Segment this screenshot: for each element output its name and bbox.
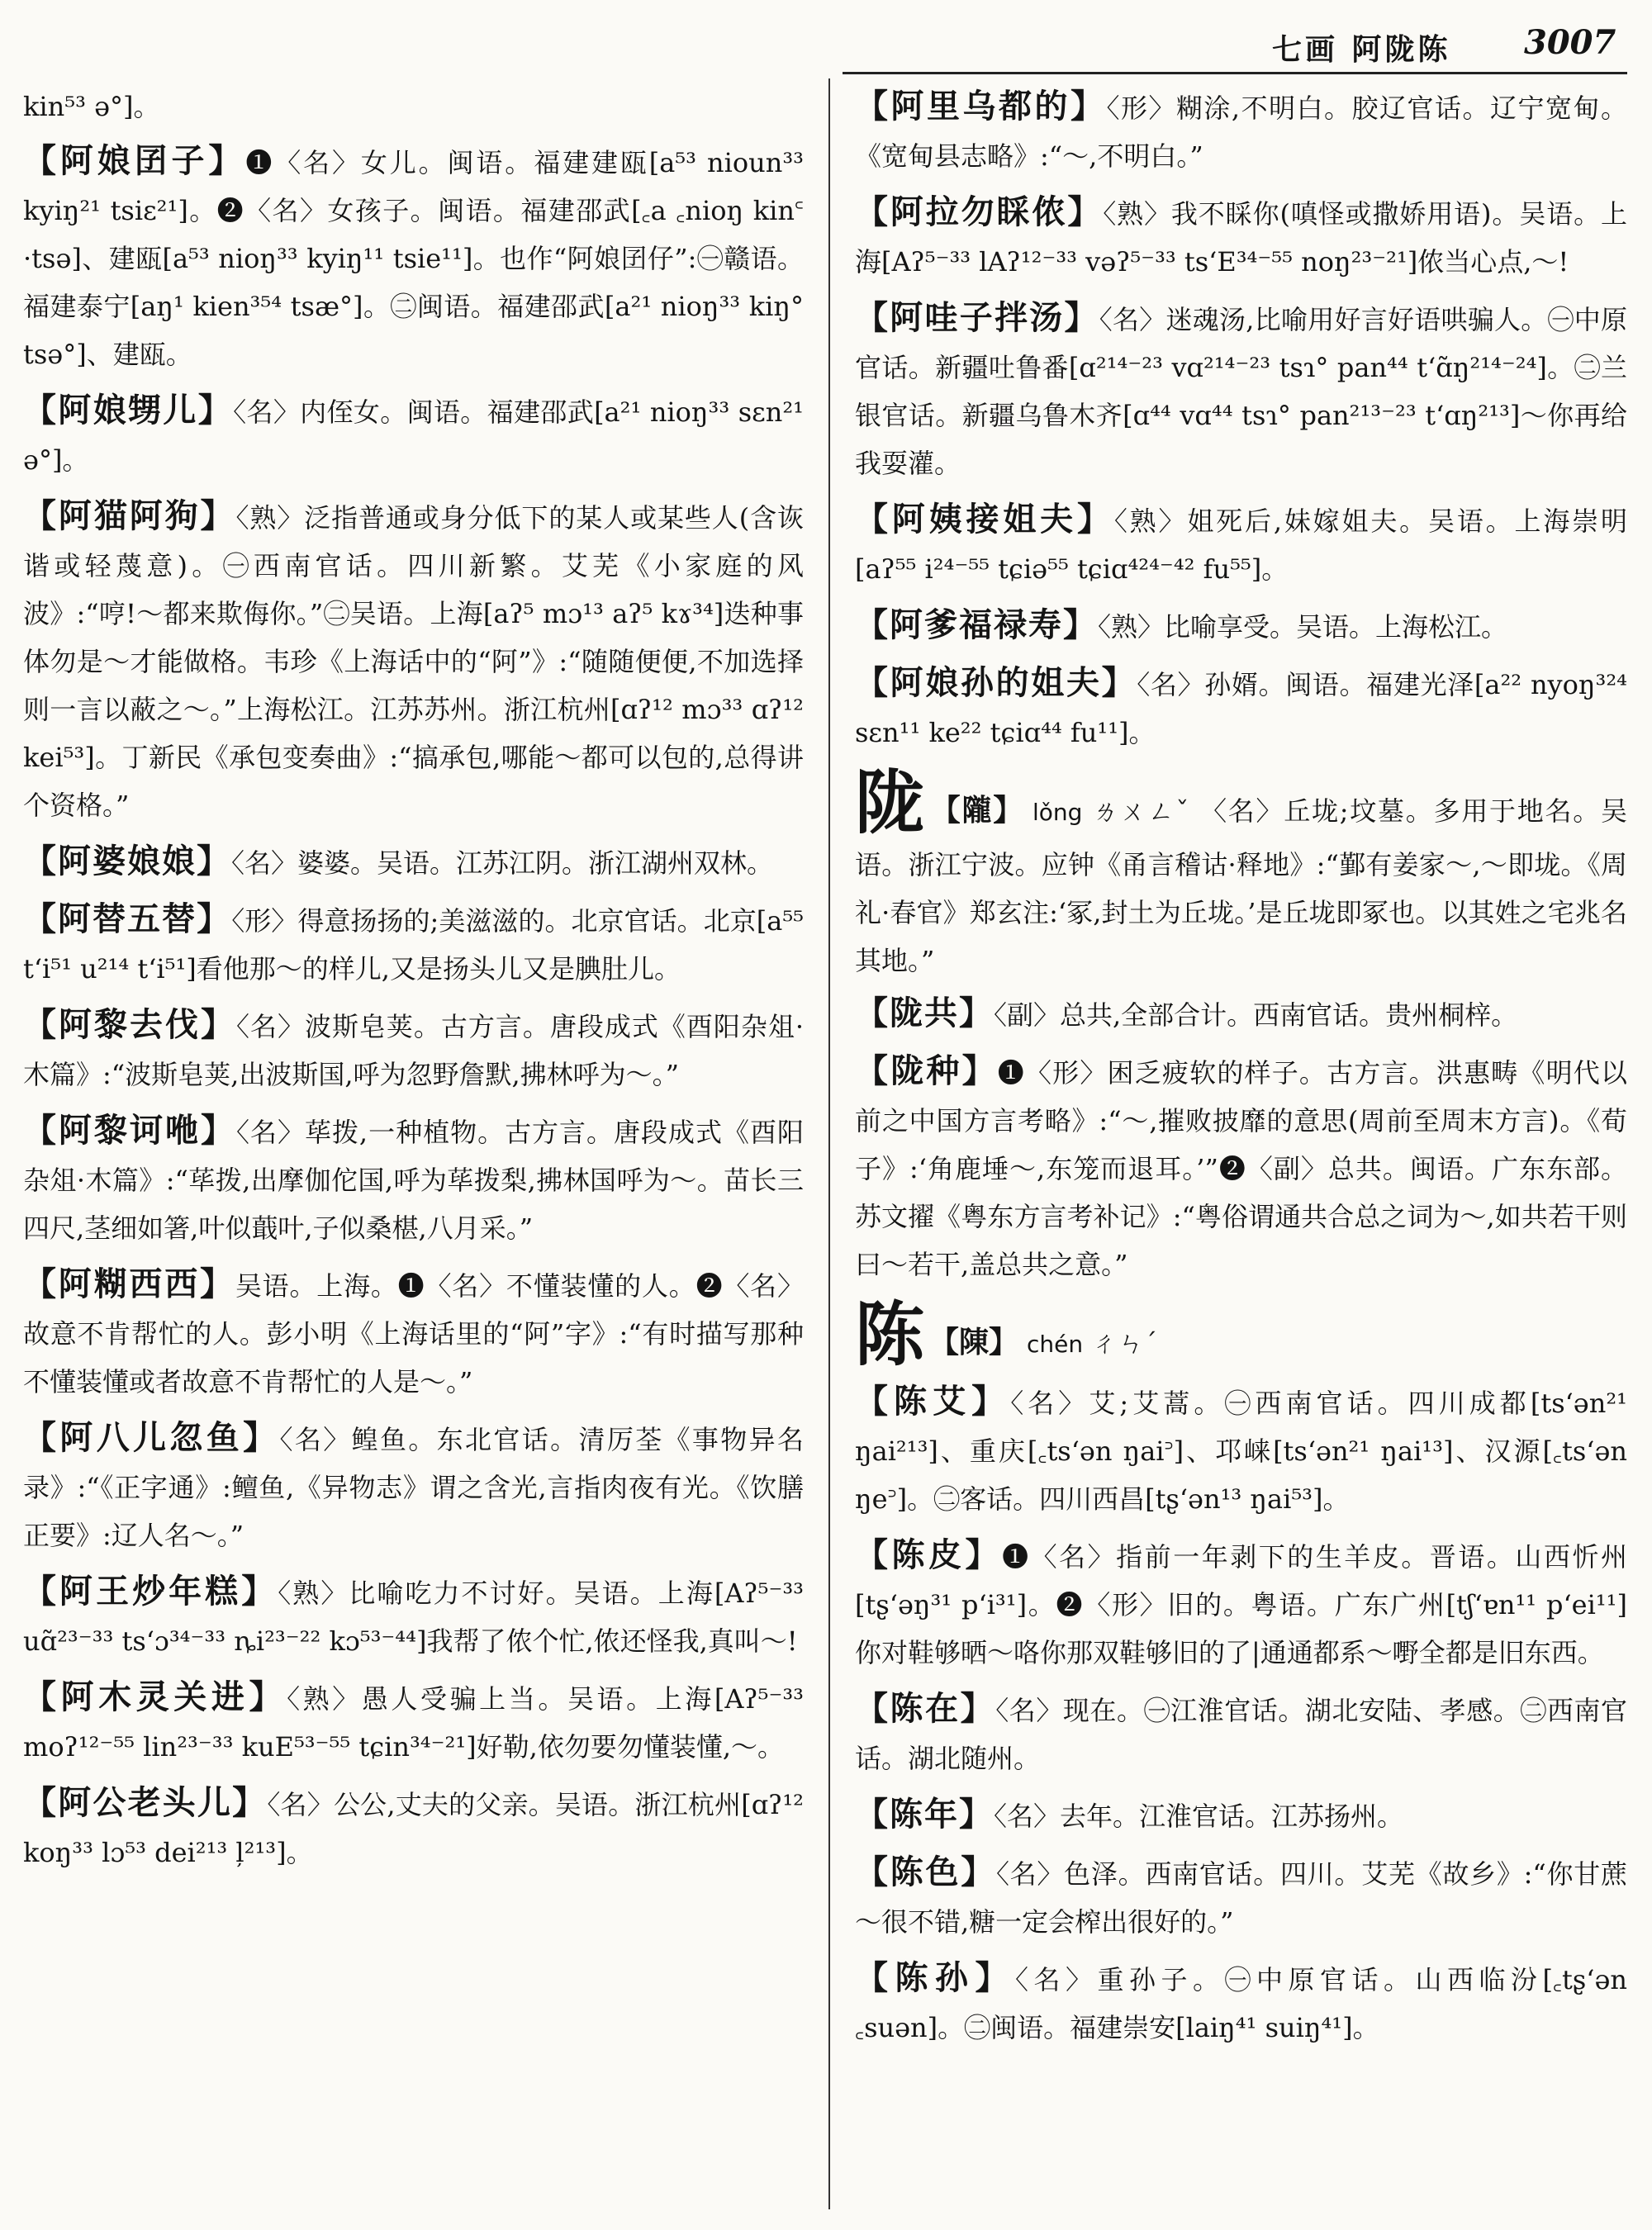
entry-definition: 〈熟〉我不睬你(嗔怪或撒娇用语)。吴语。上海[Aʔ⁵⁻³³ lAʔ¹²⁻³³ vəʔ⁵⁻³³ ts‘E³⁴⁻⁵⁵ noŋ²³⁻²¹]侬当心点,～! (855, 198, 1627, 278)
column-divider (828, 78, 830, 2209)
entry-definition: ❶〈形〉困乏疲软的样子。古方言。洪惠畴《明代以前之中国方言考略》:“～,摧败披靡的意思(周前至周末方言)。《荀子》:‘角鹿埵～,东笼而退耳。’”❷〈副〉总共。闽语。广东东部。苏文擢《粤东方言考补记》:“粤俗谓通共合总之词为～,如共若干则曰～若干,盖总共之意。” (855, 1057, 1628, 1280)
entry-definition: 〈名〉孙婿。闽语。福建光泽[a²² nyoŋ³²⁴ sɛn¹¹ ke²² tɕiɑ⁴⁴ fu¹¹]。 (855, 669, 1627, 748)
entry-definition: 〈形〉得意扬扬的;美滋滋的。北京官话。北京[a⁵⁵ t‘i⁵¹ u²¹⁴ t‘i⁵¹]看他那～的样儿,又是扬头儿又是腆肚儿。 (23, 905, 804, 985)
dictionary-entry (855, 989, 1627, 1039)
entry-definition: 〈名〉婆婆。吴语。江苏江阴。浙江湖州双林。 (231, 847, 774, 879)
character-entry (855, 1293, 1627, 1375)
entry-headword: 【陇种】 (855, 1051, 998, 1090)
dictionary-entry (855, 1047, 1627, 1288)
dictionary-entry (855, 1378, 1627, 1523)
entry-definition: 〈熟〉愚人受骗上当。吴语。上海[Aʔ⁵⁻³³ moʔ¹²⁻⁵⁵ lin²³⁻³³ kuE⁵³⁻⁵⁵ tɕin³⁴⁻²¹]好勒,依勿要勿懂装懂,～。 (23, 1683, 804, 1763)
entry-definition: 〈名〉公公,丈夫的父亲。吴语。浙江杭州[ɑʔ¹² koŋ³³ lɔ⁵³ dei²¹³ ļ²¹³]。 (23, 1789, 804, 1868)
dictionary-entry (23, 837, 804, 887)
dictionary-entry (23, 83, 804, 130)
entry-headword: 【陈孙】 (855, 1958, 1015, 1997)
entry-definition: 〈名〉荜拨,一种植物。古方言。唐段成式《酉阳杂俎·木篇》:“荜拨,出摩伽佗国,呼为荜拨梨,拂林国呼为～。苗长三四尺,茎细如箸,叶似蕺叶,子似桑椹,八月采。” (23, 1117, 804, 1244)
entry-definition: 〈名〉迷魂汤,比喻用好言好语哄骗人。㊀中原官话。新疆吐鲁番[ɑ²¹⁴⁻²³ vɑ²¹⁴⁻²³ tsɿ° pan⁴⁴ t‘ɑ̃ŋ²¹⁴⁻²⁴]。㊁兰银官话。新疆乌鲁木齐[ɑ⁴⁴ vɑ⁴⁴ tsɿ° pan²¹³⁻²³ t‘ɑŋ²¹³]～你再给我耍灌。 (855, 304, 1628, 479)
entry-definition: 〈名〉现在。㊀江淮官话。湖北安陆、孝感。㊁西南官话。湖北随州。 (855, 1695, 1628, 1774)
dictionary-entry (855, 659, 1627, 757)
entry-definition: 〈熟〉姐死后,妹嫁姐夫。吴语。上海崇明[aʔ⁵⁵ i²⁴⁻⁵⁵ tɕiə⁵⁵ tɕiɑ⁴²⁴⁻⁴² fu⁵⁵]。 (855, 505, 1627, 585)
entry-headword: 【阿黎诃咃】 (23, 1111, 236, 1150)
dictionary-entry (855, 188, 1627, 286)
entry-headword: 【阿拉勿睬侬】 (855, 192, 1104, 231)
entry-headword: 【陈年】 (855, 1795, 994, 1834)
entry-definition: 〈熟〉比喻享受。吴语。上海松江。 (1098, 611, 1508, 643)
entry-headword: 【阿娘甥儿】 (23, 391, 234, 429)
entry-definition: 〈名〉内侄女。闽语。福建邵武[a²¹ nioŋ³³ sɛn²¹ ə°]。 (23, 396, 804, 476)
traditional-form: 【隴】 (930, 793, 1024, 828)
zhuyin: ㄌㄨㄥˇ (1090, 795, 1191, 827)
dictionary-entry (23, 1260, 804, 1406)
entry-headword: 【陇共】 (855, 994, 994, 1032)
dictionary-entry (23, 1107, 804, 1252)
entry-headword: 【阿爹福禄寿】 (855, 605, 1098, 644)
entry-definition: ❶〈名〉女儿。闽语。福建建瓯[a⁵³ nioun³³ kyiŋ²¹ tsiɛ²¹]。❷〈名〉女孩子。闽语。福建邵武[꜀a ꜀nioŋ kin꜂ ·tsə]、建瓯[a⁵³ nioŋ³³ kyiŋ¹¹ tsie¹¹]。也作“阿娘囝仔”:㊀赣语。福建泰宁[aŋ¹ kien³⁵⁴ tsæ°]。㊁闽语。福建邵武[a²¹ nioŋ³³ kiŋ° tsə°]、建瓯。 (23, 147, 804, 370)
page-header (843, 15, 1627, 74)
head-character: 陇 (855, 762, 926, 843)
dictionary-entry (23, 1673, 804, 1771)
dictionary-entry (855, 83, 1627, 180)
entry-definition: 〈名〉艾;艾蒿。㊀西南官话。四川成都[ts‘ən²¹ ŋai²¹³]、重庆[꜀ts‘ən ŋai꜄]、邛崃[ts‘ən²¹ ŋai¹³]、汉源[꜀ts‘ən ŋe꜄]。㊁客话。四川西昌[tʂ‘ən¹³ ŋai⁵³]。 (855, 1388, 1627, 1515)
dictionary-entry (855, 1848, 1627, 1946)
dictionary-entry (855, 496, 1627, 593)
pinyin: chén (1027, 1331, 1084, 1358)
entry-headword: 【阿娘孙的姐夫】 (855, 663, 1137, 702)
entry-definition: 〈名〉重孙子。㊀中原官话。山西临汾[꜀tʂ‘ən ꜀suən]。㊁闽语。福建崇安[laiŋ⁴¹ suiŋ⁴¹]。 (855, 1964, 1628, 2043)
entry-headword: 【陈艾】 (855, 1382, 1011, 1421)
character-entry (855, 762, 1627, 985)
entry-headword: 【陈色】 (855, 1853, 996, 1891)
dictionary-entry (23, 1001, 804, 1098)
entry-definition: 〈名〉去年。江淮官话。江苏扬州。 (994, 1801, 1404, 1832)
dictionary-entry (23, 1779, 804, 1877)
entry-headword: 【阿猫阿狗】 (23, 496, 236, 535)
entry-headword: 【陈皮】 (855, 1535, 1003, 1574)
dictionary-entry (23, 137, 804, 378)
entry-headword: 【阿姨接姐夫】 (855, 500, 1114, 539)
entry-definition: 〈名〉色泽。西南官话。四川。艾芜《故乡》:“你甘蔗～很不错,糖一定会榨出很好的。” (855, 1858, 1627, 1938)
entry-definition: 〈熟〉比喻吃力不讨好。吴语。上海[Aʔ⁵⁻³³ uɑ̃²³⁻³³ ts‘ɔ³⁴⁻³³ ȵi²³⁻²² kɔ⁵³⁻⁴⁴]我帮了侬个忙,侬还怪我,真叫～! (23, 1578, 804, 1657)
dictionary-entry (855, 294, 1627, 487)
entry-definition: 〈名〉丘垅;坟墓。多用于地名。吴语。浙江宁波。应钟《甬言稽诂·释地》:“鄞有姜家～,～即垅。《周礼·春官》郑玄注:‘冢,封土为丘垅。’是丘垅即冢也。以其姓之宅兆名其地。” (855, 795, 1627, 976)
entry-headword: 【阿木灵关进】 (23, 1677, 287, 1716)
entry-definition: 〈副〉总共,全部合计。西南官话。贵州桐梓。 (994, 999, 1518, 1031)
entry-headword: 【阿糊西西】 (23, 1264, 235, 1303)
left-column (23, 83, 804, 1885)
head-character: 陈 (855, 1293, 925, 1375)
entry-headword: 【阿公老头儿】 (23, 1783, 268, 1822)
header-title: 七画 阿陇陈 (1272, 32, 1451, 67)
entry-headword: 【阿八儿忽鱼】 (23, 1418, 280, 1457)
page-number: 3007 (1524, 23, 1616, 62)
entry-definition: 〈名〉波斯皂荚。古方言。唐段成式《酉阳杂俎·木篇》:“波斯皂荚,出波斯国,呼为忽野詹默,拂林呼为～。” (23, 1011, 804, 1090)
pinyin: lǒng (1032, 799, 1083, 826)
traditional-form: 【陳】 (929, 1325, 1019, 1359)
dictionary-entry (855, 601, 1627, 651)
dictionary-entry (23, 492, 804, 829)
dictionary-entry (23, 387, 804, 484)
entry-headword: 【阿替五替】 (23, 899, 232, 938)
entry-headword: 【阿哇子拌汤】 (855, 298, 1099, 337)
entry-definition: 〈名〉鳇鱼。东北官话。清厉荃《事物异名录》:“《正字通》:鳣鱼,《异物志》谓之含光,言指肉夜有光。《饮膳正要》:辽人名～。” (23, 1424, 804, 1551)
entry-headword: 【阿娘囝子】 (23, 141, 246, 180)
entry-definition: 〈形〉糊涂,不明白。胶辽官话。辽宁宽甸。《宽甸县志略》:“～,不明白。” (855, 93, 1627, 172)
entry-definition: kin⁵³ ə°]。 (23, 91, 160, 122)
dictionary-entry (855, 1954, 1627, 2052)
dictionary-entry (855, 1791, 1627, 1840)
dictionary-entry (23, 1414, 804, 1559)
right-column (855, 83, 1627, 2060)
entry-headword: 【陈在】 (855, 1689, 996, 1728)
header-rule (843, 72, 1627, 74)
entry-definition: 吴语。上海。❶〈名〉不懂装懂的人。❷〈名〉故意不肯帮忙的人。彭小明《上海话里的“阿”字》:“有时描写那种不懂装懂或者故意不肯帮忙的人是～。” (23, 1270, 804, 1397)
dictionary-entry (23, 895, 804, 993)
entry-headword: 【阿王炒年糕】 (23, 1572, 278, 1611)
dictionary-entry (23, 1568, 804, 1665)
entry-definition: 〈熟〉泛指普通或身分低下的某人或某些人(含诙谐或轻蔑意)。㊀西南官话。四川新繁。艾芜《小家庭的风波》:“哼!～都来欺侮你。”㊁吴语。上海[aʔ⁵ mɔ¹³ aʔ⁵ kɤ³⁴]迭种事体勿是～才能做格。韦珍《上海话中的“阿”》:“随随便便,不加选择则一言以蔽之～。”上海松江。江苏苏州。浙江杭州[ɑʔ¹² mɔ³³ ɑʔ¹² kei⁵³]。丁新民《承包变奏曲》:“搞承包,哪能～都可以包的,总得讲个资格。” (23, 502, 804, 821)
entry-headword: 【阿黎去伐】 (23, 1005, 236, 1044)
dictionary-entry (855, 1531, 1627, 1677)
dictionary-entry (855, 1685, 1627, 1782)
zhuyin: ㄔㄣˊ (1091, 1327, 1158, 1359)
entry-headword: 【阿婆娘娘】 (23, 842, 231, 880)
entry-headword: 【阿里乌都的】 (855, 87, 1107, 126)
entry-definition: ❶〈名〉指前一年剥下的生羊皮。晋语。山西忻州[tʂ‘əŋ³¹ p‘i³¹]。❷〈形〉旧的。粤语。广东广州[tʃ‘ɐn¹¹ p‘ei¹¹]你对鞋够晒～咯你那双鞋够旧的了|通通都系～嘢全都是旧东西。 (855, 1541, 1627, 1668)
